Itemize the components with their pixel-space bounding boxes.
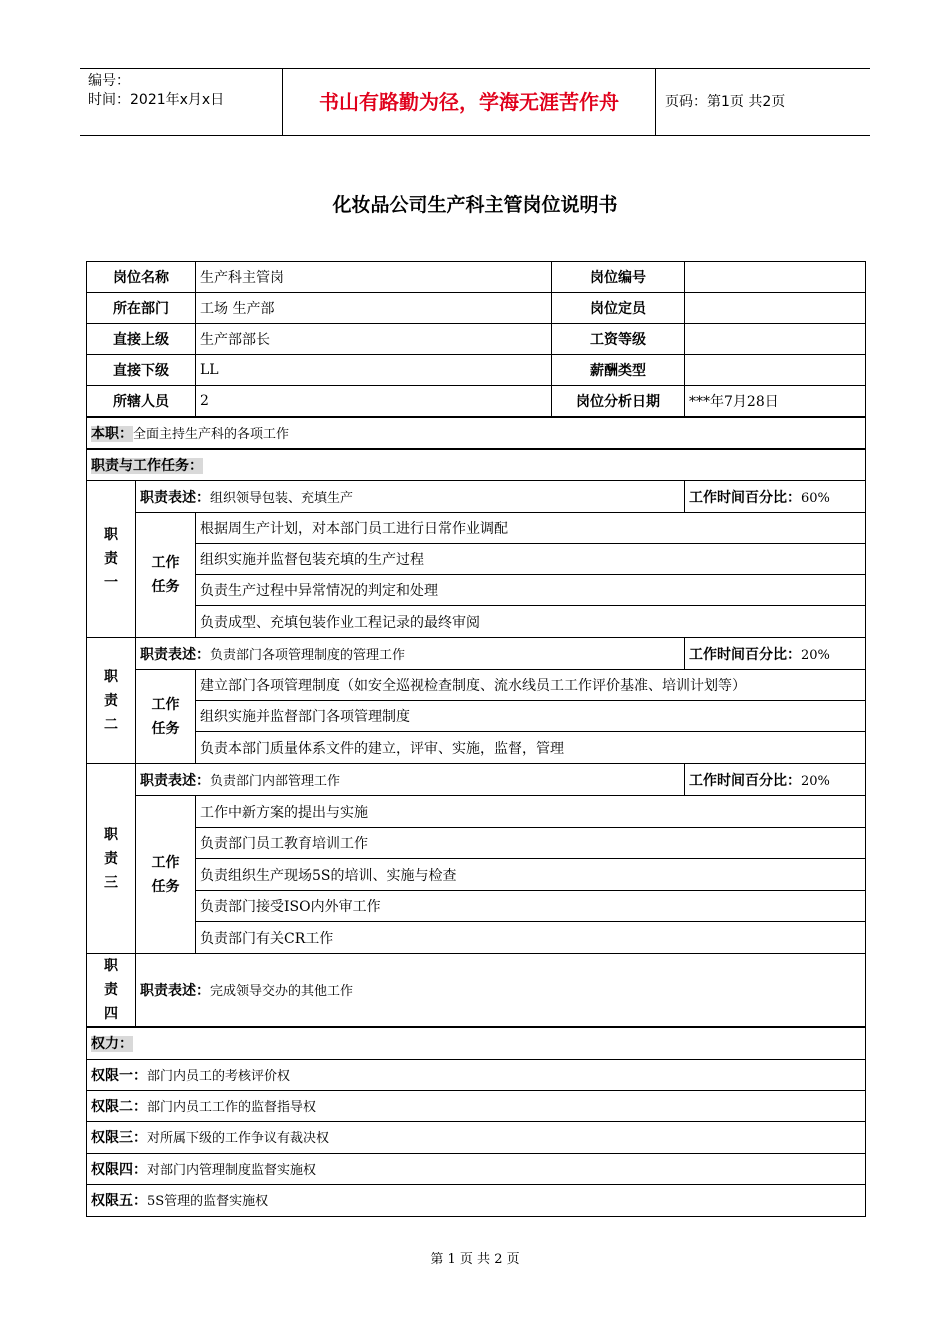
subordinate-label: 直接下级 bbox=[87, 355, 196, 386]
duty-desc-row bbox=[87, 954, 866, 1028]
basic-row bbox=[87, 355, 866, 386]
duty-desc-row bbox=[87, 764, 866, 796]
main-duty-row bbox=[87, 417, 866, 449]
duty-3-task-1: 工作中新方案的提出与实施 bbox=[196, 796, 866, 828]
duty-3-task-4: 负责部门接受ISO内外审工作 bbox=[196, 891, 866, 922]
duty-2-task-2: 组织实施并监督部门各项管理制度 bbox=[196, 701, 866, 732]
main-duty-text: 全面主持生产科的各项工作 bbox=[133, 426, 290, 442]
page-footer: 第 1 页 共 2 页 bbox=[430, 1252, 520, 1267]
authority-row bbox=[87, 1153, 866, 1184]
duty-3-name: 职 责 三 bbox=[87, 764, 136, 954]
duty-2-task-3: 负责本部门质量体系文件的建立，评审、实施，监督，管理 bbox=[196, 732, 866, 764]
authority-3-text: 对所属下级的工作争议有裁决权 bbox=[147, 1131, 330, 1146]
duty-4-desc: 完成领导交办的其他工作 bbox=[210, 984, 354, 999]
authority-row bbox=[87, 1184, 866, 1216]
dept-value: 工场 生产部 bbox=[196, 293, 552, 324]
duty-1-task-4: 负责成型、充填包装作业工程记录的最终审阅 bbox=[196, 606, 866, 638]
position-no-value bbox=[685, 262, 866, 293]
header-time: 时间：2021年x月x日 bbox=[88, 92, 225, 108]
task-row bbox=[87, 575, 866, 606]
header-page: 页码：第1页 共2页 bbox=[665, 94, 786, 110]
duty-3-desc: 负责部门内部管理工作 bbox=[210, 773, 341, 789]
basic-row bbox=[87, 324, 866, 355]
pct-label: 工作时间百分比： bbox=[689, 489, 801, 506]
task-row bbox=[87, 701, 866, 732]
analysis-date-value: ***年7月28日 bbox=[685, 386, 866, 417]
position-name-label: 岗位名称 bbox=[87, 262, 196, 293]
authority-header-row bbox=[87, 1027, 866, 1059]
task-row bbox=[87, 859, 866, 891]
staff-value: 2 bbox=[196, 386, 552, 417]
header-motto: 书山有路勤为径，学海无涯苦作舟 bbox=[283, 69, 656, 135]
duty-desc-label: 职责表述： bbox=[140, 489, 210, 506]
authority-2-text: 部门内员工工作的监督指导权 bbox=[147, 1099, 317, 1115]
task-label: 工作 任务 bbox=[136, 513, 196, 638]
duty-3-task-2: 负责部门员工教育培训工作 bbox=[196, 828, 866, 859]
duty-2-task-1: 建立部门各项管理制度（如安全巡视检查制度、流水线员工工作评价基准、培训计划等） bbox=[196, 670, 866, 701]
superior-value: 生产部部长 bbox=[196, 324, 552, 355]
duty-1-task-1: 根据周生产计划，对本部门员工进行日常作业调配 bbox=[196, 513, 866, 544]
page-title: 化妆品公司生产科主管岗位说明书 bbox=[332, 194, 618, 216]
grade-label: 工资等级 bbox=[552, 324, 685, 355]
duty-2-name: 职 责 二 bbox=[87, 638, 136, 764]
authority-row bbox=[87, 1121, 866, 1153]
duty-2-pct: 20% bbox=[801, 647, 830, 663]
basic-row bbox=[87, 293, 866, 324]
superior-label: 直接上级 bbox=[87, 324, 196, 355]
header-number: 编号： bbox=[88, 73, 130, 89]
job-description-table bbox=[86, 261, 866, 1217]
authority-3-label: 权限三： bbox=[91, 1130, 147, 1146]
task-row bbox=[87, 606, 866, 638]
duty-desc-label: 职责表述： bbox=[140, 983, 210, 999]
duty-1-name: 职 责 一 bbox=[87, 481, 136, 638]
staff-label: 所辖人员 bbox=[87, 386, 196, 417]
duty-3-pct: 20% bbox=[801, 773, 830, 789]
duty-desc-row bbox=[87, 638, 866, 670]
quota-label: 岗位定员 bbox=[552, 293, 685, 324]
header-meta bbox=[80, 69, 283, 135]
authority-header: 权力： bbox=[91, 1036, 133, 1053]
basic-row bbox=[87, 262, 866, 293]
duty-4-name: 职 责 四 bbox=[87, 954, 136, 1028]
dept-label: 所在部门 bbox=[87, 293, 196, 324]
duty-desc-row bbox=[87, 481, 866, 513]
authority-4-label: 权限四： bbox=[91, 1161, 147, 1178]
duty-3-task-5: 负责部门有关CR工作 bbox=[196, 922, 866, 954]
authority-row bbox=[87, 1059, 866, 1090]
duty-1-task-2: 组织实施并监督包装充填的生产过程 bbox=[196, 544, 866, 575]
duty-1-desc: 组织领导包装、充填生产 bbox=[210, 490, 354, 506]
authority-row bbox=[87, 1090, 866, 1121]
duty-desc-label: 职责表述： bbox=[140, 646, 210, 663]
duty-3-task-3: 负责组织生产现场5S的培训、实施与检查 bbox=[196, 859, 866, 891]
authority-1-text: 部门内员工的考核评价权 bbox=[147, 1068, 291, 1084]
authority-5-text: 5S管理的监督实施权 bbox=[147, 1194, 269, 1209]
task-row bbox=[87, 670, 866, 701]
quota-value bbox=[685, 293, 866, 324]
basic-row bbox=[87, 386, 866, 417]
task-row bbox=[87, 922, 866, 954]
task-row bbox=[87, 513, 866, 544]
task-row bbox=[87, 544, 866, 575]
analysis-date-label: 岗位分析日期 bbox=[552, 386, 685, 417]
salary-type-value bbox=[685, 355, 866, 386]
duty-1-pct: 60% bbox=[801, 490, 830, 506]
pct-label: 工作时间百分比： bbox=[689, 646, 801, 663]
pct-label: 工作时间百分比： bbox=[689, 772, 801, 789]
duty-desc-label: 职责表述： bbox=[140, 772, 210, 789]
subordinate-value: LL bbox=[196, 355, 552, 386]
authority-1-label: 权限一： bbox=[91, 1067, 147, 1084]
task-row bbox=[87, 891, 866, 922]
position-name-value: 生产科主管岗 bbox=[196, 262, 552, 293]
duties-header: 职责与工作任务： bbox=[91, 457, 203, 474]
duties-header-row bbox=[87, 449, 866, 481]
position-no-label: 岗位编号 bbox=[552, 262, 685, 293]
duty-2-desc: 负责部门各项管理制度的管理工作 bbox=[210, 647, 406, 663]
authority-5-label: 权限五： bbox=[91, 1193, 147, 1209]
page-header bbox=[80, 68, 870, 136]
authority-2-label: 权限二： bbox=[91, 1098, 147, 1115]
duty-1-task-3: 负责生产过程中异常情况的判定和处理 bbox=[196, 575, 866, 606]
salary-type-label: 薪酬类型 bbox=[552, 355, 685, 386]
task-label: 工作 任务 bbox=[136, 796, 196, 954]
task-row bbox=[87, 828, 866, 859]
task-row bbox=[87, 732, 866, 764]
task-label: 工作 任务 bbox=[136, 670, 196, 764]
task-row bbox=[87, 796, 866, 828]
grade-value bbox=[685, 324, 866, 355]
main-duty-label: 本职： bbox=[91, 425, 133, 442]
authority-4-text: 对部门内管理制度监督实施权 bbox=[147, 1162, 317, 1178]
